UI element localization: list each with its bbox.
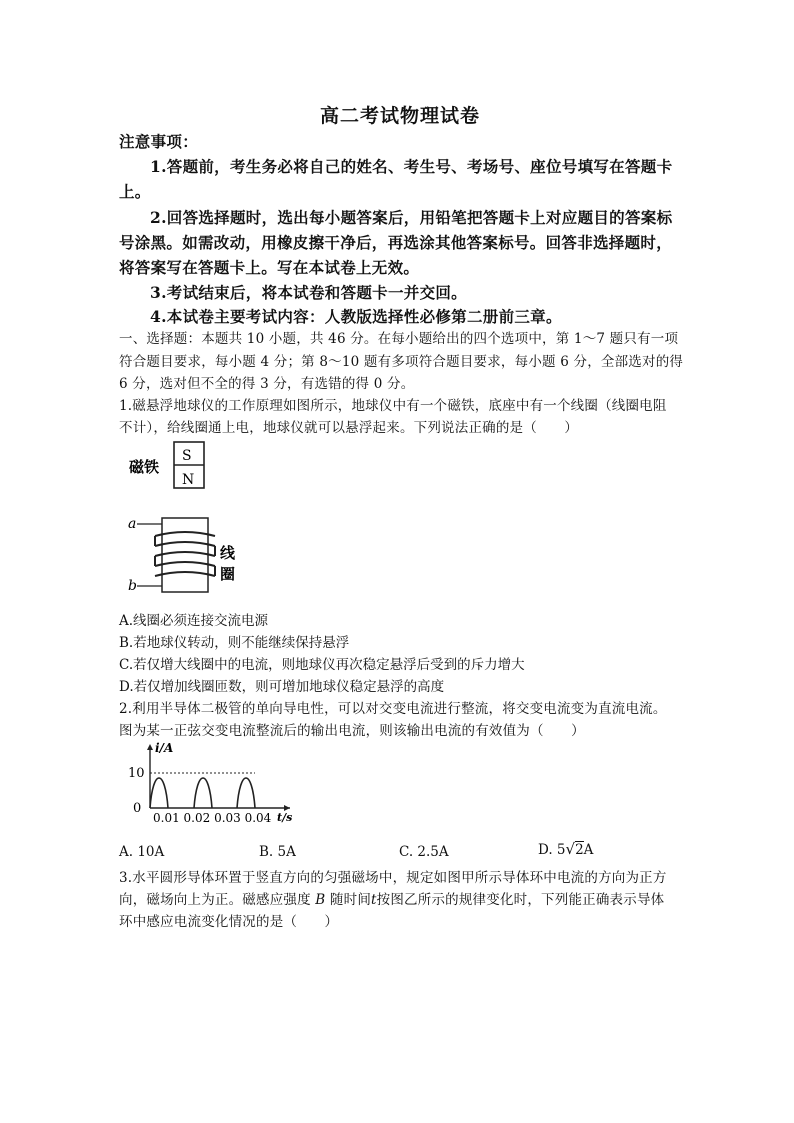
terminal-a-label: a	[128, 516, 137, 532]
origin-label: 0	[133, 801, 142, 816]
i-axis-label: i/A	[155, 741, 174, 755]
q1-option-d: D.若仅增加线圈匝数，则可增加地球仪稳定悬浮的高度	[119, 679, 445, 695]
q1-maglev-figure	[119, 440, 249, 600]
q2-option-d	[538, 840, 593, 858]
coil-label-2: 圈	[220, 565, 236, 583]
page-title: 高二考试物理试卷	[320, 105, 481, 127]
t-axis-label: t/s	[277, 811, 293, 824]
notice-item-1-line-1: 1.答题前，考生务必将自己的姓名、考生号、考场号、座位号填写在答题卡	[150, 157, 673, 176]
q1-option-b: B.若地球仪转动，则不能继续保持悬浮	[119, 635, 350, 651]
coil-label-1: 线	[220, 544, 236, 562]
section-1-line-3: 6 分，选对但不全的得 3 分，有选错的得 0 分。	[119, 376, 415, 392]
q2-rectified-current-graph	[125, 740, 295, 830]
q2-option-c: C. 2.5A	[399, 844, 449, 860]
section-1-line-1: 一、选择题：本题共 10 小题，共 46 分。在每小题给出的四个选项中，第 1～7 题只有一项	[119, 331, 679, 347]
terminal-b-label: b	[128, 578, 137, 594]
q1-option-a: A.线圈必须连接交流电源	[119, 613, 269, 629]
notice-item-2-line-1: 2.回答选择题时，选出每小题答案后，用铅笔把答题卡上对应题目的答案标	[150, 208, 673, 227]
t-tick-labels: 0.01 0.02 0.03 0.04	[153, 811, 272, 825]
q3-stem-line-1: 3.水平圆形导体环置于竖直方向的匀强磁场中，规定如图甲所示导体环中电流的方向为正方	[119, 870, 667, 886]
notice-item-3: 3.考试结束后，将本试卷和答题卡一并交回。	[150, 283, 467, 302]
notice-item-2-line-3: 将答案写在答题卡上。写在本试卷上无效。	[119, 258, 420, 277]
coil-core	[162, 518, 208, 592]
i-tick-10: 10	[128, 766, 145, 781]
notice-item-1-line-2: 上。	[119, 182, 151, 201]
q3-line-2-part-c: 按图乙所示的规律变化时，下列能正确表示导体	[376, 892, 665, 908]
q3-line-2-part-b: 随时间	[325, 892, 372, 908]
notice-item-2-line-2: 号涂黑。如需改动，用橡皮擦干净后，再选涂其他答案标号。回答非选择题时，	[119, 233, 673, 252]
q2-stem-line-2: 图为某一正弦交变电流整流后的输出电流，则该输出电流的有效值为（ ）	[119, 723, 585, 739]
q3-symbol-t: t	[371, 892, 377, 908]
q3-symbol-b: B	[315, 892, 326, 908]
q1-stem-line-2: 不计），给线圈通上电，地球仪就可以悬浮起来。下列说法正确的是（ ）	[119, 420, 579, 436]
q3-line-2-part-a: 向，磁场向上为正。磁感应强度	[119, 892, 316, 908]
magnet-pole-n: N	[182, 472, 195, 488]
notice-heading: 注意事项：	[119, 132, 199, 151]
magnet-pole-s: S	[182, 448, 192, 464]
q2-option-d-radicand: 2	[575, 842, 584, 858]
q2-option-b: B. 5A	[259, 844, 296, 860]
q2-option-d-unit: A	[583, 842, 594, 858]
q3-stem-line-2	[119, 888, 664, 908]
q3-stem-line-3: 环中感应电流变化情况的是（ ）	[119, 914, 339, 930]
magnet-label: 磁铁	[129, 458, 160, 476]
i-axis-arrow	[147, 744, 153, 750]
q2-stem-line-1: 2.利用半导体二极管的单向导电性，可以对交变电流进行整流，将交变电流变为直流电流。	[119, 701, 667, 717]
q2-option-d-prefix: D. 5	[538, 842, 566, 858]
q1-stem-line-1: 1.磁悬浮地球仪的工作原理如图所示，地球仪中有一个磁铁，底座中有一个线圈（线圈电阻	[119, 398, 667, 414]
q2-option-a: A. 10A	[119, 844, 165, 860]
rectified-half-waves	[150, 778, 255, 808]
sqrt-symbol: √	[565, 840, 576, 858]
notice-item-4: 4.本试卷主要考试内容：人教版选择性必修第二册前三章。	[150, 307, 562, 326]
q1-option-c: C.若仅增大线圈中的电流，则地球仪再次稳定悬浮后受到的斥力增大	[119, 657, 525, 673]
section-1-line-2: 符合题目要求，每小题 4 分；第 8～10 题有多项符合题目要求，每小题 6 分，全部选对的得	[119, 354, 684, 370]
